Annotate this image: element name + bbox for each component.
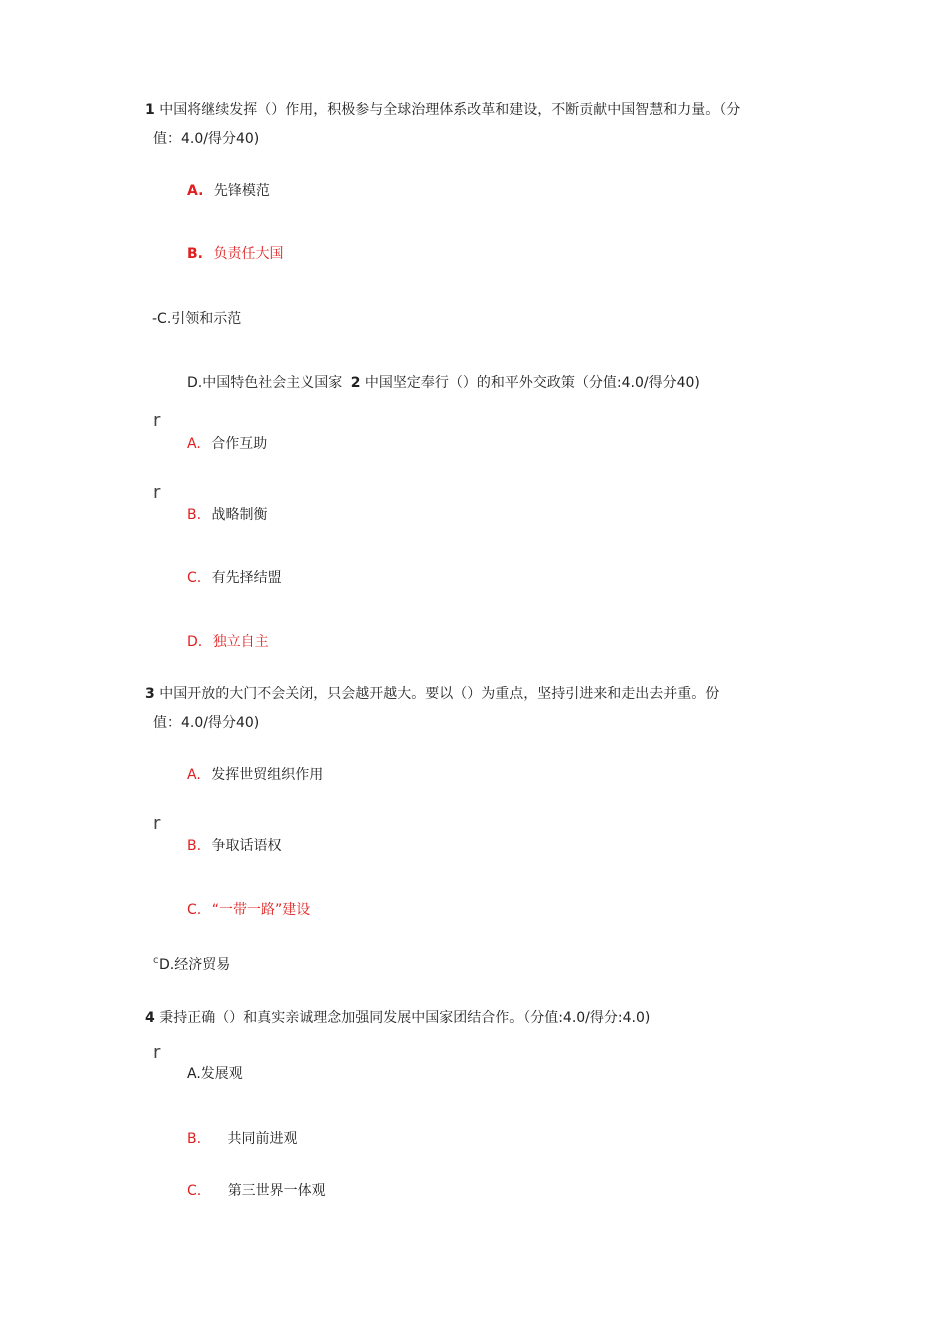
question-4-number: 4 [145, 1010, 155, 1026]
option-b-letter: B. [187, 1131, 202, 1147]
option-a-letter: A. [187, 767, 201, 783]
option-a-text: 合作互助 [211, 436, 268, 452]
radio-button-q2-a[interactable]: r [153, 410, 161, 431]
option-c-text: 有先择结盟 [211, 570, 282, 586]
radio-button-q3-d[interactable]: c [153, 955, 159, 966]
option-a-text: 发挥世贸组织作用 [211, 767, 324, 783]
option-c-text: “一带一路”建设 [211, 902, 311, 918]
option-b-letter: B. [187, 246, 203, 262]
question-3-option-a[interactable] [187, 765, 323, 785]
question-1-line [145, 100, 740, 120]
question-1-option-a[interactable] [187, 181, 270, 201]
question-4-line [145, 1008, 650, 1028]
question-2-option-a[interactable] [187, 434, 267, 454]
option-d-letter: D. [187, 634, 203, 650]
option-c-letter: C. [187, 902, 202, 918]
option-b-text: 争取话语权 [211, 838, 282, 854]
question-4-text: 秉持正确（）和真实亲诚理念加强同发展中国家团结合作。（分值:4.0/得分:4.0) [159, 1010, 651, 1026]
question-2-option-d[interactable] [187, 632, 269, 652]
question-4-option-b[interactable] [187, 1129, 298, 1149]
question-3-option-c[interactable] [187, 900, 310, 920]
question-1-option-d[interactable]: D.中国特色社会主义国家 [187, 375, 343, 391]
option-c-letter: C. [187, 1183, 202, 1199]
question-1-number: 1 [145, 102, 155, 118]
question-3-score: 值：4.0/得分40) [153, 715, 260, 731]
radio-button-q2-b[interactable]: r [153, 482, 161, 503]
question-4-option-c[interactable] [187, 1181, 326, 1201]
option-c-letter: C. [187, 570, 202, 586]
option-a-letter: A. [187, 183, 204, 199]
radio-button-q4-a[interactable]: r [153, 1042, 161, 1063]
option-a-letter: A. [187, 436, 201, 452]
question-3-line [145, 684, 719, 704]
option-c-text: 第三世界一体观 [227, 1183, 326, 1199]
option-b-text: 负责任大国 [213, 246, 284, 262]
question-2-option-c[interactable] [187, 568, 282, 588]
question-2-option-b[interactable] [187, 505, 268, 525]
option-b-text: 战略制衡 [211, 507, 268, 523]
question-3-option-b[interactable] [187, 836, 282, 856]
question-2-text: 中国坚定奉行（）的和平外交政策（分值:4.0/得分40) [364, 375, 700, 391]
question-3-option-d[interactable]: D.经济贸易 [159, 957, 231, 973]
option-b-text: 共同前进观 [227, 1131, 298, 1147]
option-d-text: 独立自主 [212, 634, 269, 650]
question-4-option-a[interactable]: A.发展观 [187, 1066, 243, 1082]
question-1-score: 值：4.0/得分40) [153, 131, 260, 147]
question-1-text: 中国将继续发挥（）作用，积极参与全球治理体系改革和建设，不断贡献中国智慧和力量。（分 [159, 102, 741, 118]
radio-button-q3-b[interactable]: r [153, 813, 161, 834]
question-3-number: 3 [145, 686, 155, 702]
question-3-text: 中国开放的大门不会关闭，只会越开越大。要以（）为重点，坚持引进来和走出去并重。份 [159, 686, 720, 702]
option-a-text: 先锋模范 [213, 183, 270, 199]
question-1-option-c[interactable]: -C.引领和示范 [152, 311, 242, 327]
question-2-number: 2 [350, 375, 361, 391]
option-b-letter: B. [187, 507, 202, 523]
option-b-letter: B. [187, 838, 202, 854]
question-1-option-d-and-question-2-line [187, 373, 700, 393]
question-1-option-b[interactable] [187, 244, 283, 264]
